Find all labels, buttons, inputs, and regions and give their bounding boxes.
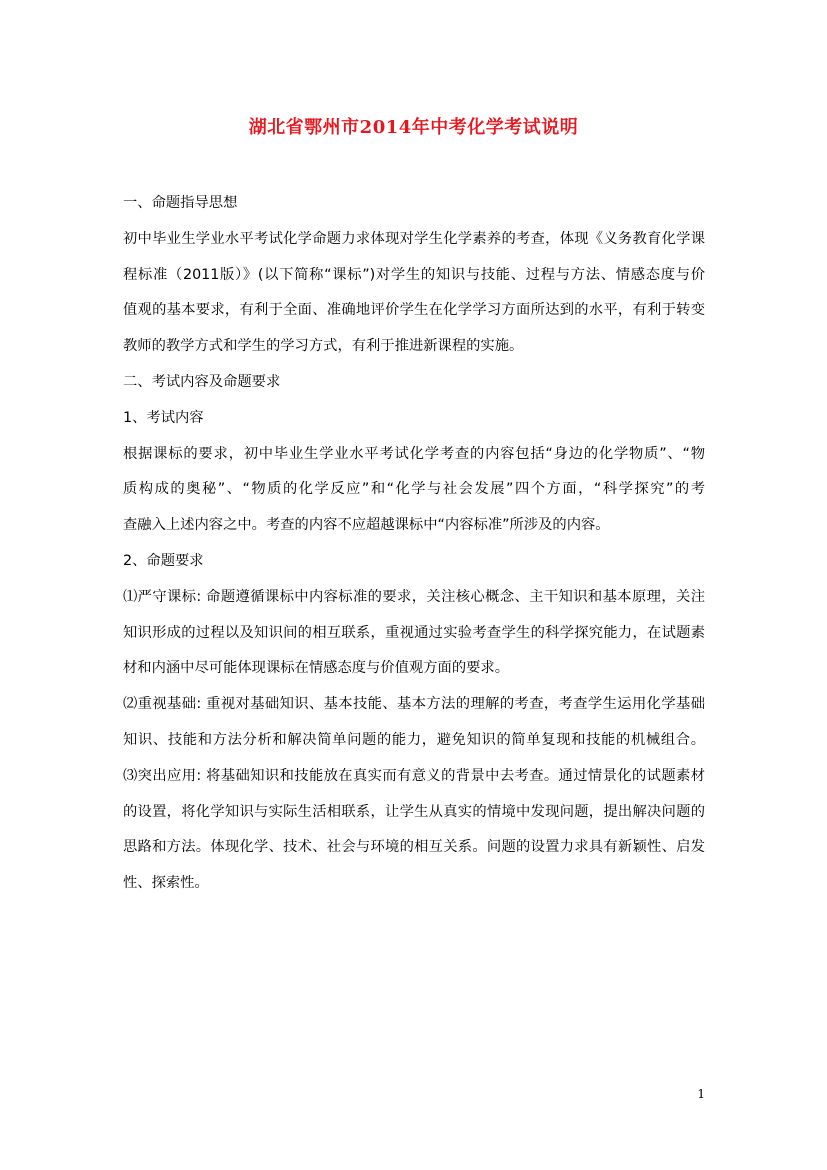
paragraph-line: 质构成的奥秘”、“物质的化学反应”和“化学与社会发展”四个方面，“科学探究”的考: [123, 481, 705, 498]
paragraph-line: 查融入上述内容之中。考查的内容不应超越课标中“内容标准”所涉及的内容。: [123, 517, 610, 534]
subsection-heading-1: 1、考试内容: [123, 409, 204, 426]
document-body: [123, 186, 705, 902]
paragraph-line: 性、探索性。: [123, 875, 209, 892]
page-number: 1: [697, 1087, 705, 1101]
section-heading-1: 一、命题指导思想: [123, 195, 238, 211]
paragraph-line: 教师的教学方式和学生的学习方式，有利于推进新课程的实施。: [123, 338, 524, 355]
subsection-heading-2: 2、命题要求: [123, 552, 204, 569]
paragraph-line: ⑶突出应用: 将基础知识和技能放在真实而有意义的背景中去考查。通过情景化的试题素材: [123, 767, 705, 784]
section-heading-2: 二、考试内容及命题要求: [123, 373, 281, 390]
paragraph-line: 根据课标的要求，初中毕业生学业水平考试化学考查的内容包括“身边的化学物质”、“物: [123, 445, 705, 462]
paragraph-line: 初中毕业生学业水平考试化学命题力求体现对学生化学素养的考查，体现《义务教育化学课: [123, 230, 705, 247]
paragraph-line: 程标准（2011版）》(以下简称“课标”)对学生的知识与技能、过程与方法、情感态度与价: [123, 266, 705, 283]
paragraph-line: ⑴严守课标: 命题遵循课标中内容标准的要求，关注核心概念、主干知识和基本原理，关注: [123, 588, 705, 605]
document-title: 湖北省鄂州市2014年中考化学考试说明: [248, 117, 579, 138]
paragraph-line: 知识形成的过程以及知识间的相互联系，重视通过实验考查学生的科学探究能力，在试题素: [123, 624, 705, 641]
paragraph-line: 的设置，将化学知识与实际生活相联系，让学生从真实的情境中发现问题，提出解决问题的: [123, 803, 705, 820]
paragraph-line: 值观的基本要求，有利于全面、准确地评价学生在化学学习方面所达到的水平，有利于转变: [123, 302, 705, 319]
paragraph-line: 思路和方法。体现化学、技术、社会与环境的相互关系。问题的设置力求具有新颖性、启发: [123, 839, 705, 856]
paragraph-line: 知识、技能和方法分析和解决简单问题的能力，避免知识的简单复现和技能的机械组合。: [123, 731, 705, 748]
paragraph-line: ⑵重视基础: 重视对基础知识、基本技能、基本方法的理解的考查，考查学生运用化学基础: [123, 696, 705, 713]
paragraph-line: 材和内涵中尽可能体现课标在情感态度与价值观方面的要求。: [123, 660, 510, 677]
